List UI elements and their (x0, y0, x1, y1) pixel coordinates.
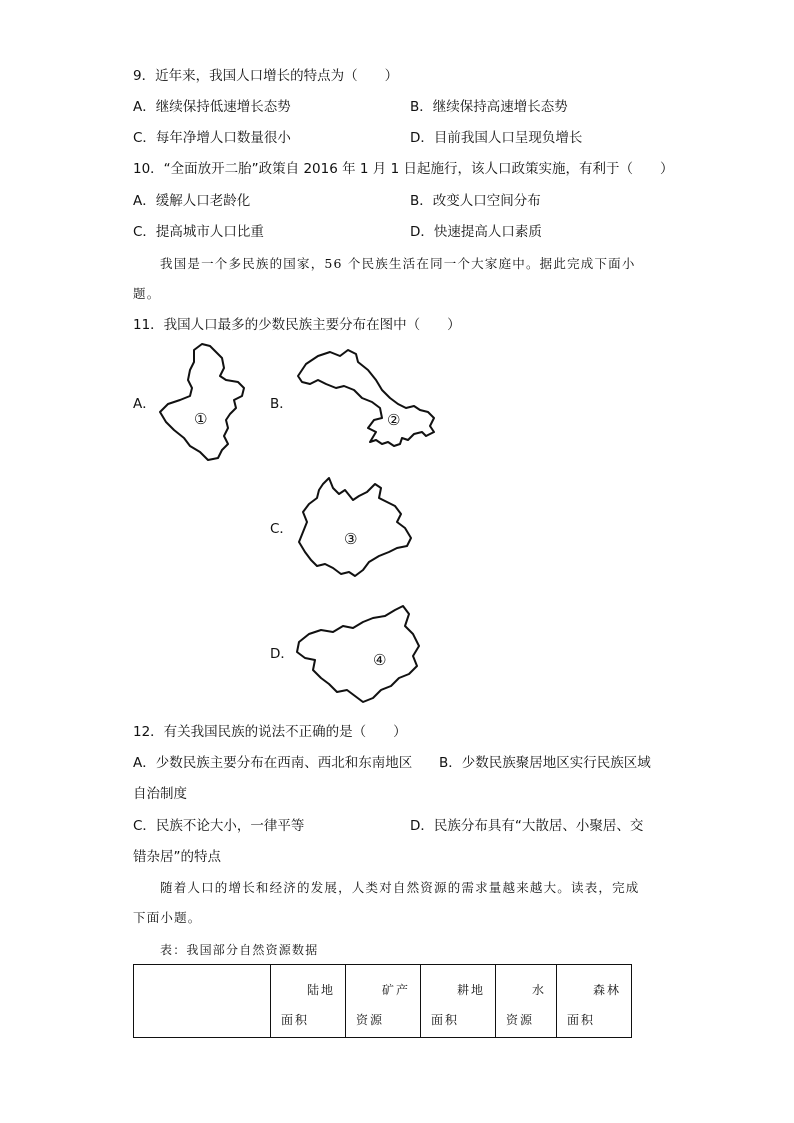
map-marker-2: ② (387, 411, 401, 429)
table-header-land-area (271, 965, 346, 1038)
q12-option-c: C．民族不论大小，一律平等 (133, 818, 305, 834)
q11-option-d-label: D． (270, 646, 294, 662)
resource-table (133, 964, 632, 1038)
header-top: 矿产 (381, 983, 410, 997)
table-header-forest-area (557, 965, 632, 1038)
q9-option-c: C．每年净增人口数量很小 (133, 130, 291, 146)
intro1-line2: 题。 (133, 286, 161, 301)
q12-option-b-line2: 自治制度 (133, 786, 187, 802)
q10-option-d: D．快速提高人口素质 (410, 224, 542, 240)
q11-stem: 11．我国人口最多的少数民族主要分布在图中（ ） (133, 317, 461, 333)
q11-option-a-label: A． (133, 396, 156, 412)
q10-option-c: C．提高城市人口比重 (133, 224, 264, 240)
intro1-line1: 我国是一个多民族的国家，56 个民族生活在同一个大家庭中。据此完成下面小 (160, 256, 636, 271)
q10-stem: 10．“全面放开二胎”政策自 2016 年 1 月 1 日起施行，该人口政策实施，有利于（ ） (133, 161, 674, 177)
map-region-3 (293, 476, 418, 584)
header-bottom: 面积 (281, 1013, 310, 1027)
table-header-water-resources (496, 965, 557, 1038)
map-region-2 (296, 348, 441, 448)
table-header-arable-land (421, 965, 496, 1038)
q12-option-a: A．少数民族主要分布在西南、西北和东南地区 (133, 755, 413, 771)
q9-option-b: B．继续保持高速增长态势 (410, 99, 568, 115)
q11-option-c-label: C． (270, 521, 293, 537)
intro2-line1: 随着人口的增长和经济的发展，人类对自然资源的需求量越来越大。读表，完成 (160, 880, 640, 895)
map-marker-1: ① (194, 410, 208, 428)
map-region-1 (158, 342, 248, 464)
map-marker-4: ④ (373, 651, 387, 669)
intro2-line2: 下面小题。 (133, 910, 202, 925)
header-top: 水 (531, 983, 546, 997)
header-top: 陆地 (306, 983, 335, 997)
q11-option-b-label: B． (270, 396, 293, 412)
table-row (134, 965, 632, 1038)
q9-option-a: A．继续保持低速增长态势 (133, 99, 291, 115)
map-region-4 (293, 604, 425, 706)
q9-option-d: D．目前我国人口呈现负增长 (410, 130, 583, 146)
header-top: 森林 (592, 983, 621, 997)
table-header-mineral-resources (346, 965, 421, 1038)
q12-stem: 12．有关我国民族的说法不正确的是（ ） (133, 724, 407, 740)
header-bottom: 资源 (356, 1013, 385, 1027)
header-bottom: 面积 (431, 1013, 460, 1027)
q12-option-b-line1: B．少数民族聚居地区实行民族区域 (439, 755, 651, 771)
map-marker-3: ③ (344, 530, 358, 548)
q9-stem: 9．近年来，我国人口增长的特点为（ ） (133, 68, 399, 84)
table-cell-blank (134, 965, 271, 1038)
q12-option-d-line1: D．民族分布具有“大散居、小聚居、交 (410, 818, 644, 834)
q10-option-a: A．缓解人口老龄化 (133, 193, 251, 209)
header-top: 耕地 (456, 983, 485, 997)
header-bottom: 资源 (506, 1013, 535, 1027)
header-bottom: 面积 (567, 1013, 596, 1027)
q12-option-d-line2: 错杂居”的特点 (133, 849, 221, 865)
q10-option-b: B．改变人口空间分布 (410, 193, 541, 209)
table-caption: 表：我国部分自然资源数据 (160, 943, 319, 957)
